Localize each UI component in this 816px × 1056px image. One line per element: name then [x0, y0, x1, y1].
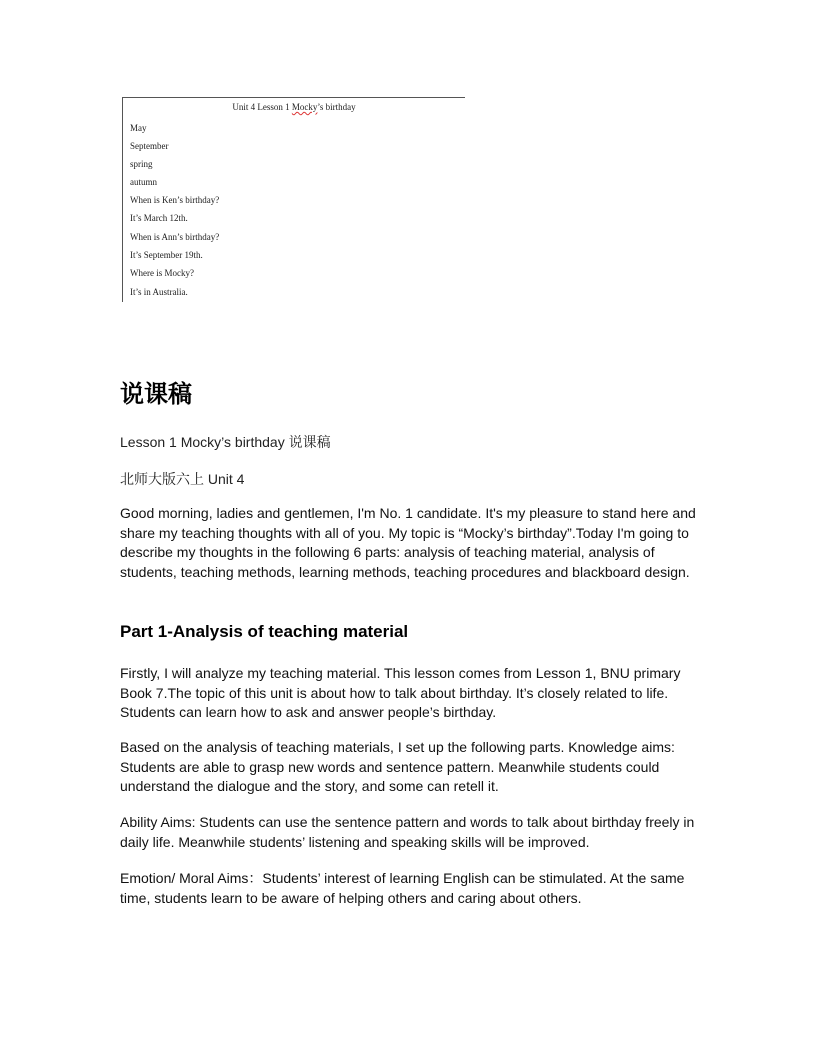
blackboard-line: It’s in Australia. [130, 287, 188, 297]
blackboard-line: September [130, 141, 169, 151]
blackboard-line: It’s September 19th. [130, 250, 203, 260]
book-line-unit: Unit 4 [204, 471, 245, 487]
blackboard-line: Where is Mocky? [130, 268, 194, 278]
lesson-line-en: Lesson 1 Mocky’s birthday [120, 434, 289, 450]
blackboard-design-image [122, 97, 465, 302]
blackboard-line: When is Ann’s birthday? [130, 232, 220, 242]
blackboard-title-suffix: ’s birthday [317, 102, 356, 112]
lesson-line [120, 432, 331, 452]
moral-aims-paragraph: Emotion/ Moral Aims：Students’ interest of learning English can be stimulated. At the same time, students learn to be aware of helping others and caring about others. [120, 870, 685, 906]
blackboard-line: When is Ken’s birthday? [130, 195, 220, 205]
document-title: 说课稿 [120, 380, 192, 408]
material-paragraph: Firstly, I will analyze my teaching material. This lesson comes from Lesson 1, BNU primary Book 7.The topic of this unit is about how to talk about birthday. It’s closely related to life. Students can learn how to ask and answer people’s birthday. [120, 665, 681, 720]
blackboard-line: It’s March 12th. [130, 213, 188, 223]
intro-paragraph: Good morning, ladies and gentlemen, I'm No. 1 candidate. It's my pleasure to stand here and share my teaching thoughts with all of you. My topic is “Mocky’s birthday”.Today I'm going to describe my thoughts in the following 6 parts: analysis of teaching material, analysis of students, teaching methods, learning methods, teaching procedures and blackboard design. [120, 505, 696, 580]
blackboard-title-mocky: Mocky [291, 102, 318, 112]
blackboard-title-prefix: Unit 4 Lesson 1 [232, 102, 292, 112]
book-line-cn: 北师大版六上 [120, 472, 204, 488]
blackboard-line: May [130, 123, 147, 133]
ability-aims-paragraph: Ability Aims: Students can use the sentence pattern and words to talk about birthday freely in daily life. Meanwhile students’ listening and speaking skills will be improved. [120, 814, 695, 850]
part1-heading: Part 1-Analysis of teaching material [120, 622, 409, 641]
knowledge-aims-paragraph: Based on the analysis of teaching materials, I set up the following parts. Knowledge aims: Students are able to grasp new words and sentence pattern. Meanwhile students could understand the dialogue and the story, and some can retell it. [120, 739, 675, 794]
blackboard-title [123, 102, 465, 112]
book-line [120, 469, 244, 489]
blackboard-line: autumn [130, 177, 157, 187]
lesson-line-cn: 说课稿 [288, 435, 331, 451]
blackboard-line: spring [130, 159, 153, 169]
